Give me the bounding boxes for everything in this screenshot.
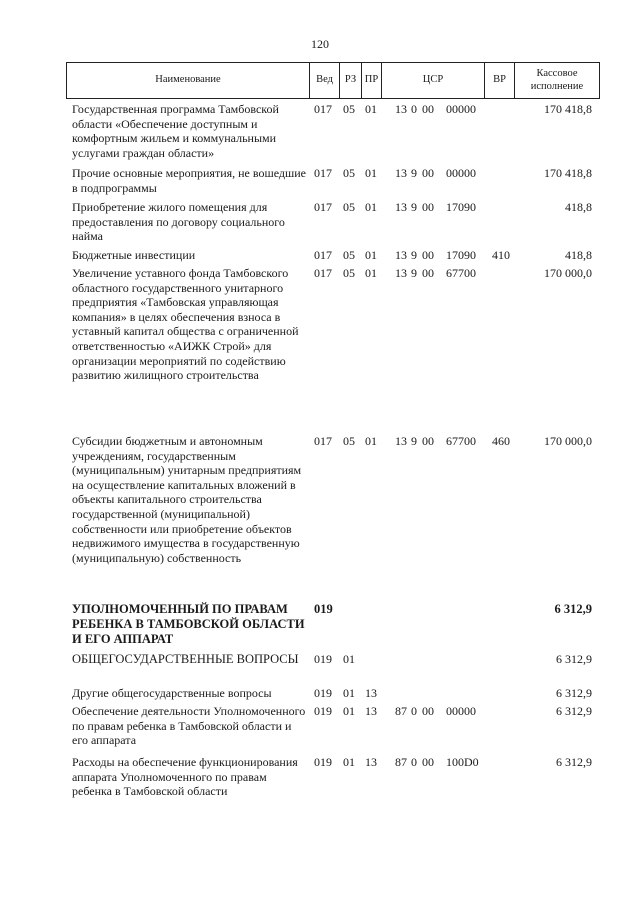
row-csr-direction: 17090 [446,248,476,262]
row-pr: 01 [365,166,377,180]
row-csr-direction: 100D0 [446,755,479,769]
row-csr-event: 00 [422,200,434,214]
row-ved: 019 [314,755,332,769]
row-name: Бюджетные инвестиции [72,248,196,262]
row-csr-event: 00 [422,102,434,116]
row-csr-program: 13 [395,166,407,180]
row-amount: 418,8 [565,200,592,214]
row-ved: 017 [314,166,332,180]
row-rz: 05 [343,200,355,214]
row-amount: 170 418,8 [544,166,592,180]
row-rz: 05 [343,434,355,448]
row-ved: 017 [314,102,332,116]
row-amount: 6 312,9 [556,755,592,769]
row-csr-event: 00 [422,704,434,718]
row-csr-program: 87 [395,755,407,769]
row-csr-direction: 67700 [446,434,476,448]
row-csr-subprogram: 9 [411,200,417,214]
row-rz: 05 [343,248,355,262]
row-csr-subprogram: 0 [411,102,417,116]
row-csr-subprogram: 9 [411,166,417,180]
row-name: Другие общегосударственные вопросы [72,686,272,700]
row-csr-subprogram: 9 [411,248,417,262]
row-rz: 01 [343,686,355,700]
row-vr: 410 [492,248,510,262]
row-name: Увеличение уставного фонда Тамбовского областного государственного унитарного предприятия «Тамбовская управляющая компания» в целях обеспечения взноса в уставный капитал общества с ограниченной ответственностью «АИЖК Строй» для организации мероприятий по содействию развитию жилищного строительства [72,266,299,383]
row-csr-program: 13 [395,266,407,280]
row-amount: 6 312,9 [556,704,592,718]
header-rz: РЗ [340,63,362,98]
row-csr-direction: 00000 [446,166,476,180]
row-csr-program: 87 [395,704,407,718]
row-pr: 13 [365,755,377,769]
row-rz: 05 [343,102,355,116]
header-ved: Вед [310,63,340,98]
header-vr: ВР [485,63,515,98]
row-csr-direction: 17090 [446,200,476,214]
row-amount: 6 312,9 [554,602,592,616]
row-name: Приобретение жилого помещения для предоставления по договору социального найма [72,200,285,244]
row-csr-program: 13 [395,434,407,448]
row-ved: 017 [314,248,332,262]
row-csr-event: 00 [422,434,434,448]
row-name: Прочие основные мероприятия, не вошедшие в подпрограммы [72,166,306,195]
row-pr: 01 [365,102,377,116]
row-csr-direction: 00000 [446,102,476,116]
row-name: Субсидии бюджетным и автономным учреждениям, государственным (муниципальным) унитарным предприятиям на осуществление капитальных вложений в объекты капитального строительства государственной (муниципальной) собственности или приобретение объектов недвижимого имущества в государственную (муниципальную) собственность [72,434,302,565]
row-csr-subprogram: 9 [411,434,417,448]
row-amount: 418,8 [565,248,592,262]
row-csr-subprogram: 0 [411,704,417,718]
row-name: ОБЩЕГОСУДАРСТВЕННЫЕ ВОПРОСЫ [72,652,299,666]
row-ved: 019 [314,704,332,718]
row-pr: 01 [365,434,377,448]
table-header [66,62,600,99]
row-ved: 019 [314,602,333,616]
row-rz: 05 [343,266,355,280]
row-ved: 019 [314,652,332,666]
row-pr: 13 [365,686,377,700]
row-amount: 170 000,0 [544,434,592,448]
row-rz: 01 [343,652,355,666]
row-ved: 017 [314,200,332,214]
row-rz: 01 [343,755,355,769]
header-amount: Кассовое исполнение [530,68,584,92]
header-name: Наименование [67,63,310,98]
row-csr-event: 00 [422,248,434,262]
header-csr: ЦСР [382,63,485,98]
row-amount: 170 418,8 [544,102,592,116]
row-csr-program: 13 [395,248,407,262]
header-pr: ПР [362,63,382,98]
row-ved: 017 [314,434,332,448]
row-csr-direction: 00000 [446,704,476,718]
row-csr-program: 13 [395,102,407,116]
row-amount: 170 000,0 [544,266,592,280]
row-pr: 13 [365,704,377,718]
row-name: Обеспечение деятельности Уполномоченного по правам ребенка в Тамбовской области и его аппарата [72,704,306,748]
row-vr: 460 [492,434,510,448]
row-csr-subprogram: 9 [411,266,417,280]
row-ved: 017 [314,266,332,280]
page-number: 120 [311,37,329,51]
row-csr-event: 00 [422,755,434,769]
row-pr: 01 [365,266,377,280]
row-csr-direction: 67700 [446,266,476,280]
row-name: УПОЛНОМОЧЕННЫЙ ПО ПРАВАМ РЕБЕНКА В ТАМБОВСКОЙ ОБЛАСТИ И ЕГО АППАРАТ [72,602,305,646]
row-pr: 01 [365,200,377,214]
row-csr-event: 00 [422,266,434,280]
row-csr-event: 00 [422,166,434,180]
row-name: Государственная программа Тамбовской области «Обеспечение доступным и комфортным жильем и коммунальными услугами граждан области» [72,102,279,160]
row-csr-program: 13 [395,200,407,214]
row-rz: 01 [343,704,355,718]
row-pr: 01 [365,248,377,262]
row-csr-subprogram: 0 [411,755,417,769]
row-amount: 6 312,9 [556,686,592,700]
row-ved: 019 [314,686,332,700]
row-amount: 6 312,9 [556,652,592,666]
row-rz: 05 [343,166,355,180]
row-name: Расходы на обеспечение функционирования аппарата Уполномоченного по правам ребенка в Тамбовской области [72,755,298,799]
